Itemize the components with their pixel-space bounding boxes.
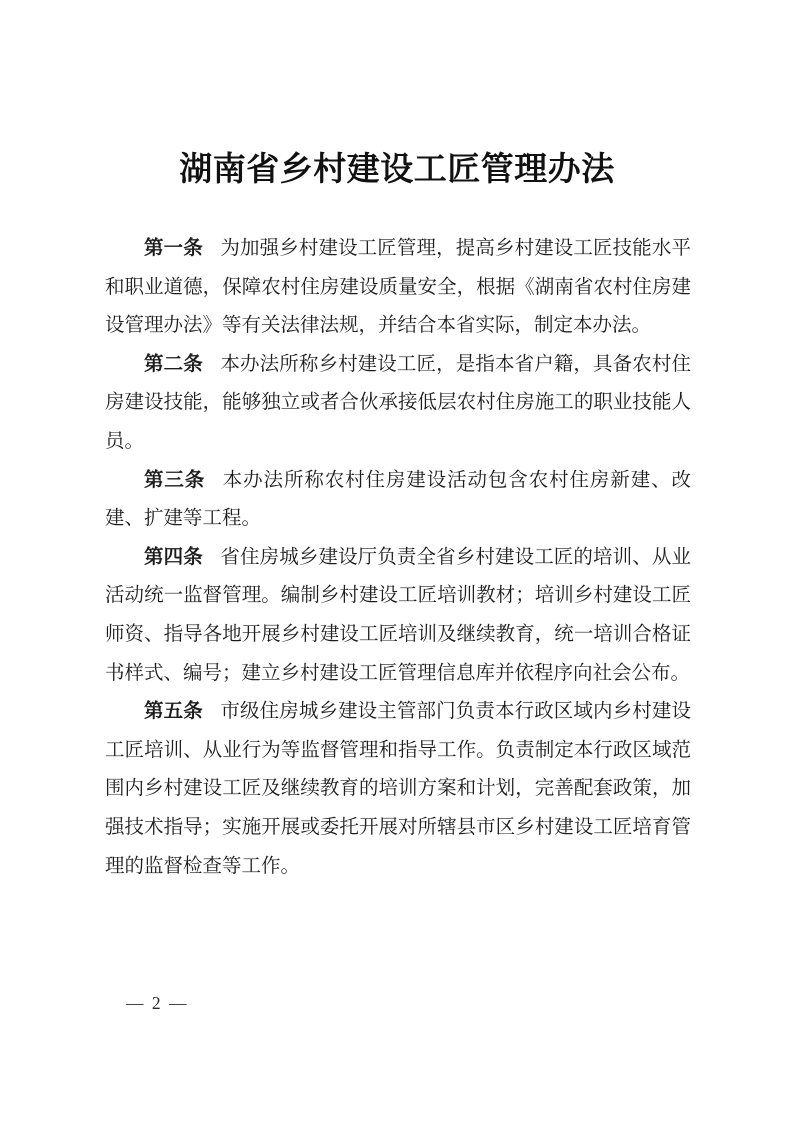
article-1-text: 为加强乡村建设工匠管理，提高乡村建设工匠技能水平和职业道德，保障农村住房建设质量安全，根据《湖南省农村住房建设管理办法》等有关法律法规，并结合本省实际，制定本办法。 — [105, 238, 691, 337]
article-5-number: 第五条 — [144, 701, 203, 723]
article-paragraph-2 — [105, 346, 691, 462]
article-3-text: 本办法所称农村住房建设活动包含农村住房新建、改建、扩建等工程。 — [105, 469, 691, 530]
article-paragraph-4 — [105, 539, 691, 693]
document-title: 湖南省乡村建设工匠管理办法 — [179, 152, 615, 188]
article-paragraph-3 — [105, 462, 691, 539]
page-number: — 2 — — [126, 993, 189, 1013]
article-paragraph-1 — [105, 230, 691, 346]
article-paragraph-5 — [105, 693, 691, 886]
article-4-text: 省住房城乡建设厅负责全省乡村建设工匠的培训、从业活动统一监督管理。编制乡村建设工匠培训教材；培训乡村建设工匠师资、指导各地开展乡村建设工匠培训及继续教育，统一培训合格证书样式、编号；建立乡村建设工匠管理信息库并依程序向社会公布。 — [105, 546, 691, 684]
article-5-text: 市级住房城乡建设主管部门负责本行政区域内乡村建设工匠培训、从业行为等监督管理和指导工作。负责制定本行政区域范围内乡村建设工匠及继续教育的培训方案和计划，完善配套政策，加强技术指导；实施开展或委托开展对所辖县市区乡村建设工匠培育管理的监督检查等工作。 — [105, 701, 691, 877]
article-4-number: 第四条 — [144, 546, 203, 568]
document-body — [105, 230, 691, 886]
article-2-text: 本办法所称乡村建设工匠，是指本省户籍，具备农村住房建设技能，能够独立或者合伙承接低层农村住房施工的职业技能人员。 — [105, 353, 691, 452]
article-3-number: 第三条 — [144, 469, 206, 491]
article-2-number: 第二条 — [144, 353, 203, 375]
article-1-number: 第一条 — [144, 238, 203, 259]
